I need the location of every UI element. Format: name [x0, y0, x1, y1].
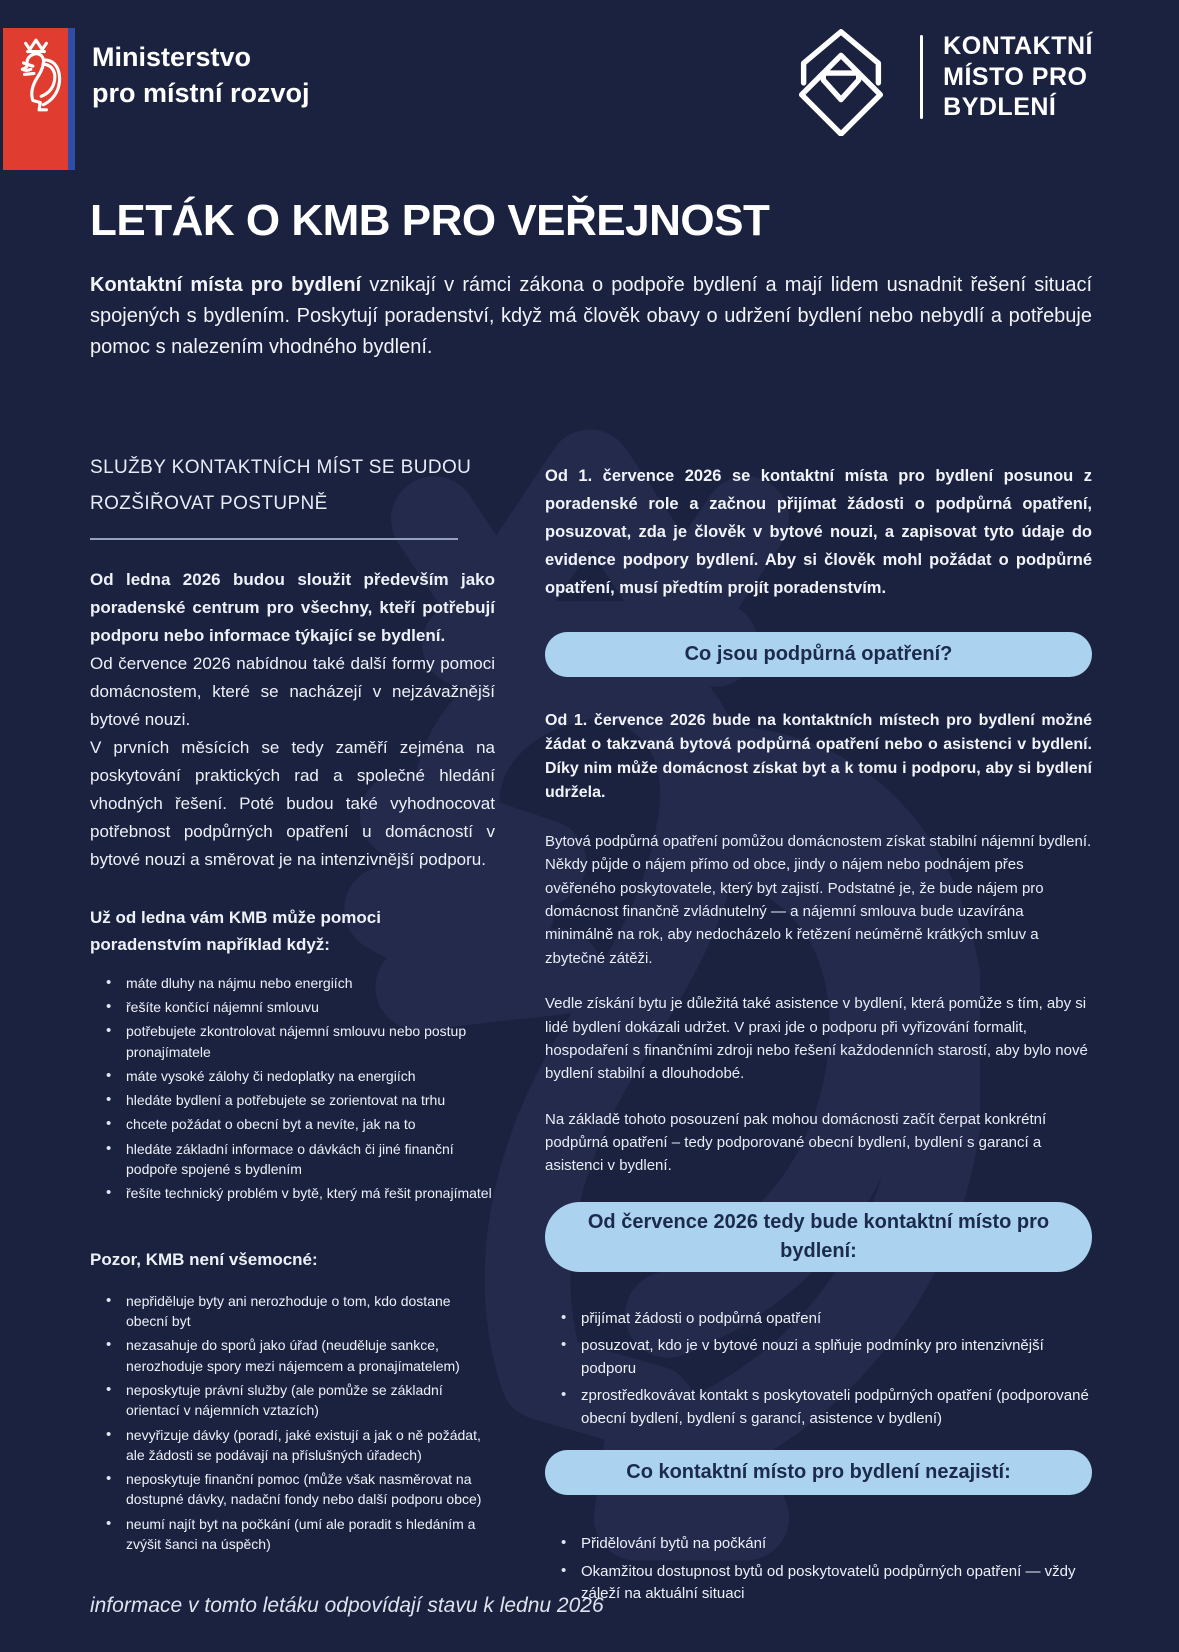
- list-item: • neumí najít byt na počkání (umí ale poradit s hledáním a zvýšit šanci na úspěch): [126, 1514, 495, 1555]
- czech-lion-icon: [10, 36, 62, 114]
- list-item: • neposkytuje právní služby (ale pomůže se základní orientací v nájemních vztazích): [126, 1380, 495, 1421]
- left-paragraph-bold: Od ledna 2026 budou sloužit především jako poradenské centrum pro všechny, kteří potřebují podporu nebo informace týkající se bydlení.: [90, 569, 495, 645]
- kmb-logo-line1: KONTAKTNÍ: [943, 32, 1093, 61]
- left-section-heading: SLUŽBY KONTAKTNÍCH MÍST SE BUDOU ROZŠIŘOVAT POSTUPNĚ: [90, 456, 472, 514]
- list-item: • chcete požádat o obecní byt a nevíte, jak na to: [126, 1114, 495, 1134]
- right-column: [545, 450, 1092, 1611]
- left-bullet-list-2: [90, 1291, 495, 1555]
- czech-flag-blue-stripe: [68, 28, 75, 170]
- list-item: • nevyřizuje dávky (poradí, jaké existují a jak o ně požádat, ale žádosti se podávají na příslušných úřadech): [126, 1425, 495, 1466]
- pill-what-kmb-does-not-provide: Co kontaktní místo pro bydlení nezajistí:: [545, 1450, 1092, 1495]
- ministry-name-line1: Ministerstvo: [92, 42, 252, 72]
- kmb-logo-line2: MÍSTO PRO: [943, 62, 1088, 91]
- left-column: [90, 450, 495, 1611]
- right-paragraph-4: Vedle získání bytu je důležitá také asistence v bydlení, která pomůže s tím, aby si lidé bydlení dokázali udržet. V praxi jde o podporu při vyřizování formalit, hospodaření s finančními zdroji nebo řešení každodenních starostí, aby bylo nové bydlení stabilní a dlouhodobé.: [545, 995, 1088, 1083]
- right-bullet-list-2: [545, 1533, 1092, 1606]
- kmb-logo: [782, 18, 1093, 136]
- right-paragraph-5: Na základě tohoto posouzení pak mohou domácnosti začít čerpat konkrétní podpůrná opatření – tedy podporované obecní bydlení, bydlení s garancí a asistenci v bydlení.: [545, 1110, 1047, 1175]
- two-column-layout: [90, 450, 1092, 1611]
- ministry-name-line2: pro místní rozvoj: [92, 77, 310, 108]
- list-item: • posuzovat, kdo je v bytové nouzi a splňuje podmínky pro intenzivnější podporu: [581, 1335, 1092, 1380]
- list-item: • hledáte bydlení a potřebujete se zorientovat na trhu: [126, 1090, 495, 1110]
- heading-divider: [90, 538, 458, 540]
- list-item: • Přidělování bytů na počkání: [581, 1533, 1092, 1556]
- list-item: • zprostředkovávat kontakt s poskytovateli podpůrných opatření (podporované obecní bydlení, bydlení s garancí, asistence v bydlení): [581, 1385, 1092, 1430]
- list-item: • hledáte základní informace o dávkách či jiné finanční podpoře spojené s bydlením: [126, 1139, 495, 1180]
- list-item: • přijímat žádosti o podpůrná opatření: [581, 1308, 1092, 1331]
- left-paragraph-2: Od července 2026 nabídnou také další formy pomoci domácnostem, které se nacházejí v nejzávažnější bytové nouzi.: [90, 653, 495, 729]
- ministry-logo: [3, 28, 75, 170]
- pill-from-july-2026: Od července 2026 tedy bude kontaktní místo pro bydlení:: [545, 1202, 1092, 1272]
- left-list1-heading: Už od ledna vám KMB může pomoci poradenstvím například když:: [90, 908, 381, 955]
- right-paragraph-3: Bytová podpůrná opatření pomůžou domácnostem získat stabilní nájemní bydlení. Někdy půjde o nájem přímo od obce, jindy o nájem nebo podnájem přes ověřeného poskytovatele, který byt zajistí. Podstatné je, že bude nájem pro domácnost finančně zvládnutelný — a nájemní smlouva bude uzavírána minimálně na rok, aby nedocházelo k řetězení neúměrně krátkých smluv a zbytečné zátěži.: [545, 832, 1092, 967]
- house-envelope-icon: [782, 18, 900, 136]
- list-item: • řešíte končící nájemní smlouvu: [126, 997, 495, 1017]
- left-list2-heading: Pozor, KMB není všemocné:: [90, 1249, 318, 1269]
- kmb-logo-text: [943, 31, 1093, 123]
- left-bullet-list-1: [90, 973, 495, 1204]
- right-paragraph-2-bold: Od 1. července 2026 bude na kontaktních místech pro bydlení možné žádat o takzvaná bytová podpůrná opatření nebo o asistenci v bydlení. Díky nim může domácnost získat byt a k tomu i podporu, aby si bydlení udržela.: [545, 711, 1092, 801]
- list-item: • potřebujete zkontrolovat nájemní smlouvu nebo postup pronajímatele: [126, 1021, 495, 1062]
- czech-flag-red-block: [3, 28, 68, 170]
- intro-lead: Kontaktní místa pro bydlení: [90, 274, 362, 296]
- kmb-logo-divider: [920, 35, 923, 119]
- list-item: • neposkytuje finanční pomoc (může však nasměrovat na dostupné dávky, nadační fondy nebo další podporu obce): [126, 1469, 495, 1510]
- intro-rest: vznikají v rámci zákona o podpoře bydlení a mají lidem usnadnit řešení situací spojených s bydlením. Poskytují poradenství, když má člověk obavy o udržení bydlení nebo nebydlí a potřebuje pomoc s nalezením vhodného bydlení.: [90, 274, 1093, 359]
- left-paragraph-3: V prvních měsících se tedy zaměří zejména na poskytování praktických rad a společné hledání vhodných řešení. Poté budou také vyhodnocovat potřebnost podpůrných opatření u domácností v bytové nouzi a směrovat je na intenzivnější podporu.: [90, 738, 495, 870]
- page-title: LETÁK O KMB PRO VEŘEJNOST: [90, 196, 770, 245]
- list-item: • Okamžitou dostupnost bytů od poskytovatelů podpůrných opatření — vždy záleží na aktuální situaci: [581, 1561, 1092, 1606]
- right-paragraph-bold: Od 1. července 2026 se kontaktní místa pro bydlení posunou z poradenské role a začnou přijímat žádosti o podpůrná opatření, posuzovat, zda je člověk v bytové nouzi, a zapisovat tyto údaje do evidence podpory bydlení. Aby si člověk mohl požádat o podpůrné opatření, musí předtím projít poradenstvím.: [545, 466, 1092, 597]
- main-content: [90, 196, 1092, 1611]
- list-item: • máte dluhy na nájmu nebo energiích: [126, 973, 495, 993]
- intro-paragraph: [90, 270, 1092, 364]
- kmb-logo-line3: BYDLENÍ: [943, 93, 1057, 122]
- list-item: • nezasahuje do sporů jako úřad (neuděluje sankce, nerozhoduje spory mezi nájemcem a pronajímatelem): [126, 1335, 495, 1376]
- ministry-name: [92, 40, 310, 112]
- right-bullet-list-1: [545, 1308, 1092, 1431]
- footer-note: informace v tomto letáku odpovídají stavu k lednu 2026: [90, 1594, 604, 1617]
- list-item: • nepřiděluje byty ani nerozhoduje o tom, kdo dostane obecní byt: [126, 1291, 495, 1332]
- list-item: • řešíte technický problém v bytě, který má řešit pronajímatel: [126, 1183, 495, 1203]
- list-item: • máte vysoké zálohy či nedoplatky na energiích: [126, 1066, 495, 1086]
- pill-what-are-support-measures: Co jsou podpůrná opatření?: [545, 632, 1092, 677]
